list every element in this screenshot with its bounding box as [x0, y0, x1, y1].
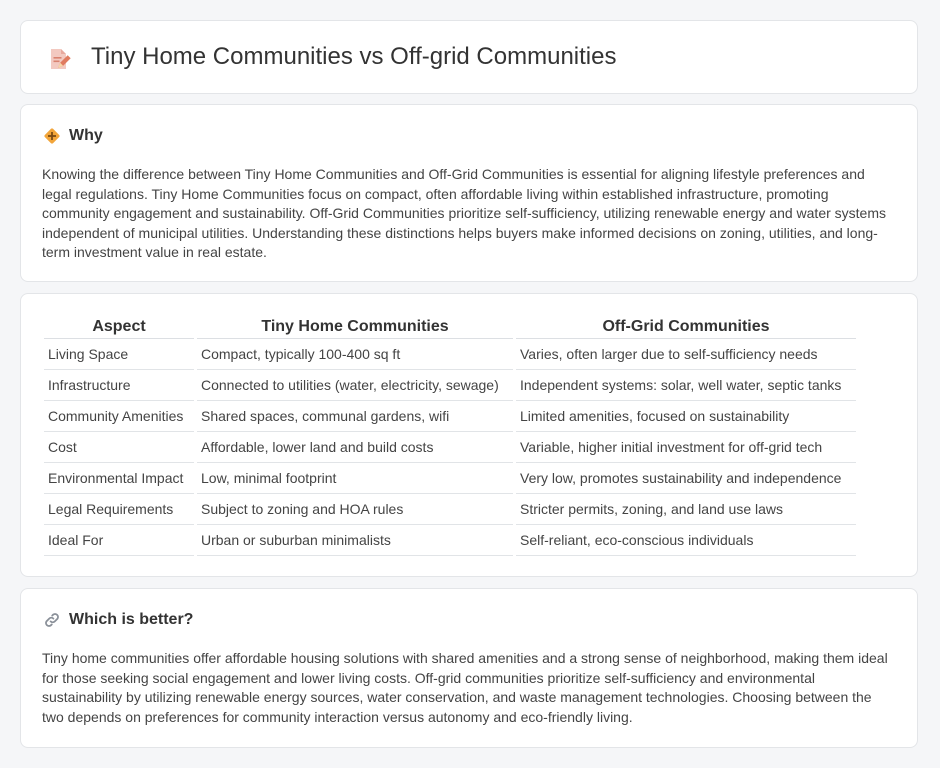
table-cell: Community Amenities: [44, 401, 194, 432]
table-cell: Living Space: [44, 339, 194, 370]
table-row: [44, 432, 856, 463]
why-section: [20, 104, 918, 282]
table-row: [44, 339, 856, 370]
better-heading: [43, 611, 193, 629]
table-cell: Urban or suburban minimalists: [197, 525, 513, 556]
column-header-aspect: Aspect: [44, 316, 194, 339]
column-header-tiny-home: Tiny Home Communities: [197, 316, 513, 339]
why-title: Why: [69, 127, 103, 144]
table-cell: Subject to zoning and HOA rules: [197, 494, 513, 525]
table-cell: Cost: [44, 432, 194, 463]
table-cell: Varies, often larger due to self-sufficiency needs: [516, 339, 856, 370]
diamond-sign-icon: [43, 127, 61, 145]
better-text: Tiny home communities offer affordable housing solutions with shared amenities and a strong sense of neighborhood, making them ideal for those seeking social engagement and lower living costs. Off-grid communities prioritize self-sufficiency and environmental sustainability by utilizing renewable energy sources, water conservation, and waste management technologies. Choosing between the two depends on preferences for community interaction versus autonomy and eco-friendly living.: [42, 650, 888, 725]
table-cell: Environmental Impact: [44, 463, 194, 494]
table-cell: Stricter permits, zoning, and land use laws: [516, 494, 856, 525]
comparison-section: [20, 293, 918, 577]
page-title: Tiny Home Communities vs Off-grid Communities: [91, 43, 617, 70]
table-cell: Compact, typically 100-400 sq ft: [197, 339, 513, 370]
table-header-row: [44, 316, 856, 339]
table-row: [44, 370, 856, 401]
table-cell: Connected to utilities (water, electricity, sewage): [197, 370, 513, 401]
comparison-table: [41, 316, 859, 556]
better-title: Which is better?: [69, 611, 194, 628]
table-cell: Limited amenities, focused on sustainability: [516, 401, 856, 432]
link-icon: [43, 611, 61, 629]
why-heading: [43, 127, 103, 145]
table-cell: Independent systems: solar, well water, septic tanks: [516, 370, 856, 401]
which-is-better-section: [20, 588, 918, 748]
document-pencil-icon: [47, 47, 71, 71]
table-cell: Affordable, lower land and build costs: [197, 432, 513, 463]
table-row: [44, 463, 856, 494]
table-cell: Low, minimal footprint: [197, 463, 513, 494]
table-cell: Legal Requirements: [44, 494, 194, 525]
why-text: Knowing the difference between Tiny Home Communities and Off-Grid Communities is essential for aligning lifestyle preferences and legal regulations. Tiny Home Communities focus on compact, often affordable living within established infrastructure, promoting community engagement and sustainability. Off-Grid Communities prioritize self-sufficiency, utilizing renewable energy and water systems independent of municipal utilities. Understanding these distinctions helps buyers make informed decisions on zoning, utilities, and long-term investment value in real estate.: [42, 166, 886, 261]
table-row: [44, 401, 856, 432]
table-cell: Variable, higher initial investment for off-grid tech: [516, 432, 856, 463]
column-header-off-grid: Off-Grid Communities: [516, 316, 856, 339]
table-cell: Shared spaces, communal gardens, wifi: [197, 401, 513, 432]
table-cell: Very low, promotes sustainability and independence: [516, 463, 856, 494]
table-row: [44, 494, 856, 525]
table-cell: Ideal For: [44, 525, 194, 556]
table-row: [44, 525, 856, 556]
table-cell: Infrastructure: [44, 370, 194, 401]
table-cell: Self-reliant, eco-conscious individuals: [516, 525, 856, 556]
header-card: [20, 20, 918, 94]
